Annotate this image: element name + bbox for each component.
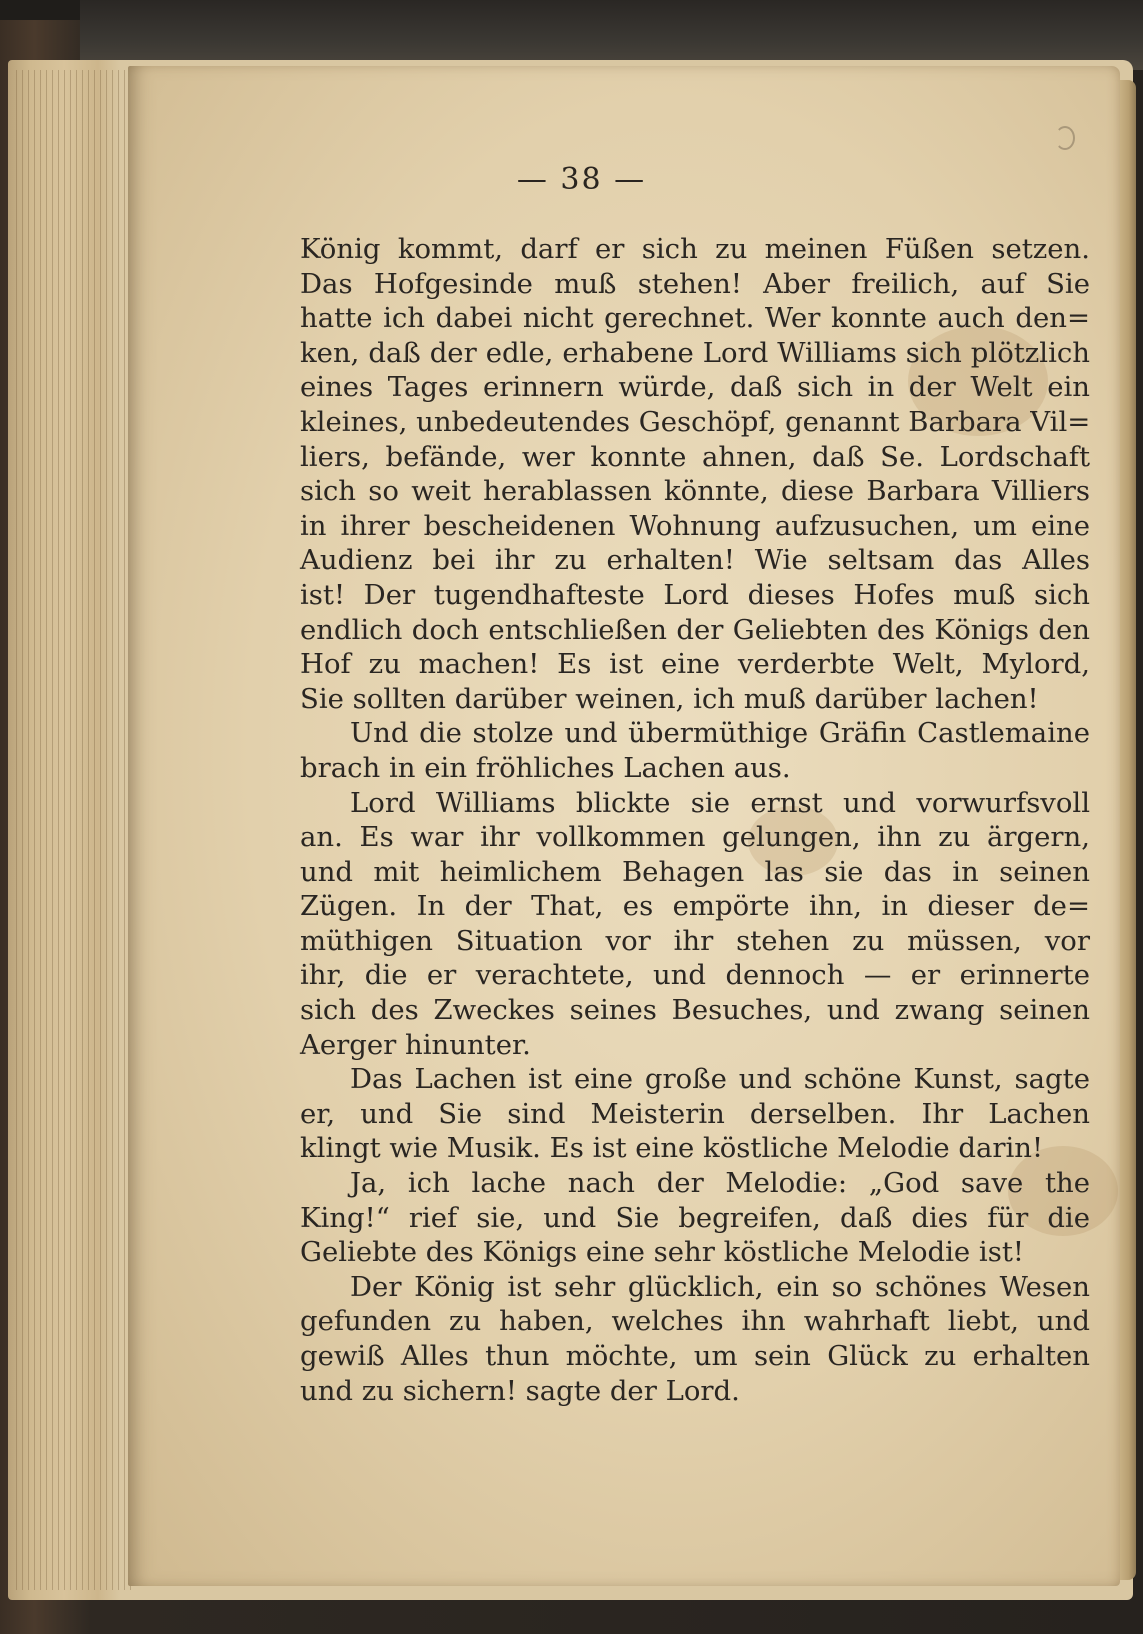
text-line: ist! Der tugendhafteste Lord dieses Hofes muß sich (300, 578, 1090, 611)
text-line: gewiß Alles thun möchte, um sein Glück zu erhalten (300, 1340, 1090, 1372)
text-line: und mit heimlichem Behagen las sie das in seinen (300, 855, 1090, 888)
text-line: ken, daß der edle, erhabene Lord Williams sich plötzlich (300, 336, 1090, 369)
page-edges (16, 70, 136, 1590)
text-line: müthigen Situation vor ihr stehen zu müssen, vor (300, 924, 1090, 957)
text-line: klingt wie Musik. Es ist eine köstliche Melodie darin! (300, 1132, 1044, 1165)
text-line: Das Hofgesinde muß stehen! Aber freilich, auf Sie (300, 267, 1090, 300)
text-line: gefunden zu haben, welches ihn wahrhaft liebt, und (300, 1305, 1090, 1338)
text-line: Aerger hinunter. (300, 1028, 531, 1061)
body-text (300, 232, 1090, 1408)
margin-mark (1055, 126, 1075, 150)
text-line: Hof zu machen! Es ist eine verderbte Welt, Mylord, (300, 648, 1090, 681)
text-line: Lord Williams blickte sie ernst und vorwurfsvoll (350, 786, 1090, 819)
text-line: sich so weit herablassen könnte, diese Barbara Villiers (300, 475, 1090, 508)
text-line: und zu sichern! sagte der Lord. (300, 1374, 740, 1407)
text-line: kleines, unbedeutendes Geschöpf, genannt Barbara Vil= (300, 405, 1091, 438)
text-line: ihr, die er verachtete, und dennoch — er erinnerte (300, 959, 1090, 992)
text-line: Audienz bei ihr zu erhalten! Wie seltsam das Alles (300, 544, 1090, 577)
text-line: in ihrer bescheidenen Wohnung aufzusuchen, um eine (300, 509, 1090, 542)
text-line: King!“ rief sie, und Sie begreifen, daß dies für die (300, 1201, 1090, 1234)
text-line: Ja, ich lache nach der Melodie: „God save the (350, 1167, 1090, 1200)
text-line: liers, befände, wer konnte ahnen, daß Se. Lordschaft (300, 440, 1090, 473)
text-line: König kommt, darf er sich zu meinen Füßen setzen. (300, 233, 1090, 265)
text-line: endlich doch entschließen der Geliebten des Königs den (300, 613, 1090, 646)
text-line: Zügen. In der That, es empörte ihn, in dieser de= (300, 890, 1090, 923)
text-line: Geliebte des Königs eine sehr köstliche Melodie ist! (300, 1236, 1024, 1269)
text-line: an. Es war ihr vollkommen gelungen, ihn zu ärgern, (300, 821, 1090, 854)
text-line: Und die stolze und übermüthige Gräfin Castlemaine (350, 717, 1090, 750)
text-line: eines Tages erinnern würde, daß sich in der Welt ein (300, 371, 1090, 404)
text-line: sich des Zweckes seines Besuches, und zwang seinen (300, 994, 1090, 1027)
text-line: hatte ich dabei nicht gerechnet. Wer konnte auch den= (300, 302, 1090, 335)
text-line: Der König ist sehr glücklich, ein so schönes Wesen (350, 1270, 1090, 1303)
text-line: brach in ein fröhliches Lachen aus. (300, 751, 791, 784)
right-page-edge (1118, 80, 1136, 1580)
page-number: — 38 — (516, 162, 647, 197)
text-line: er, und Sie sind Meisterin derselben. Ihr Lachen (300, 1097, 1090, 1130)
text-line: Das Lachen ist eine große und schöne Kunst, sagte (350, 1063, 1090, 1096)
text-line: Sie sollten darüber weinen, ich muß darüber lachen! (300, 682, 1039, 715)
